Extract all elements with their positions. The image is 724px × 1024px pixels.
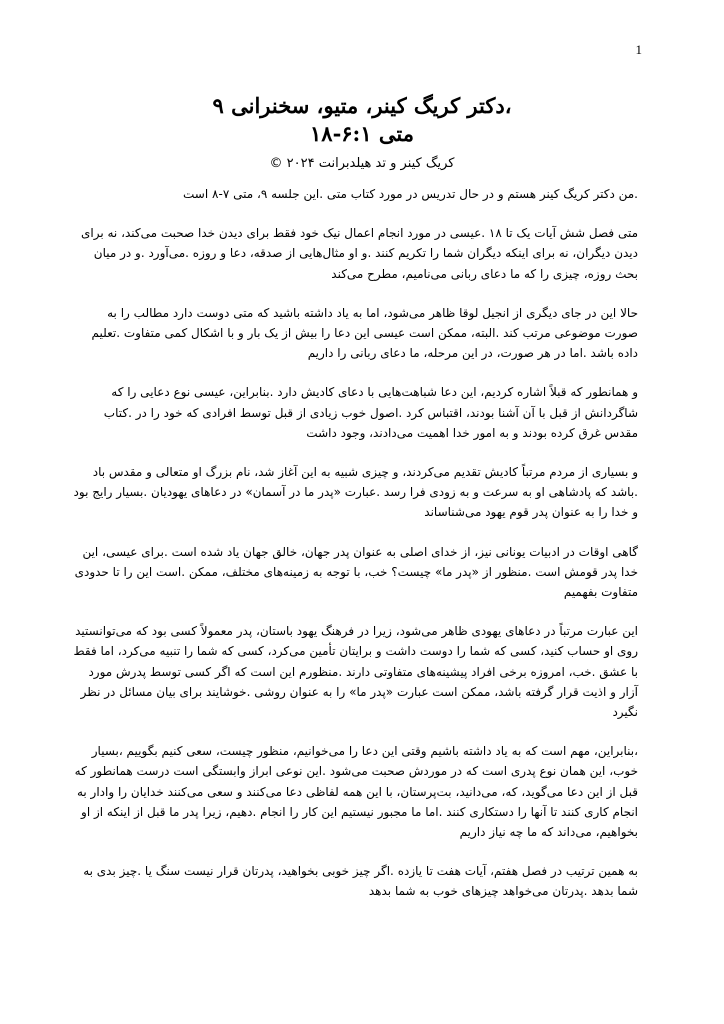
paragraph: حالا این در جای دیگری از انجیل لوقا ظاهر می‌شود، اما به یاد داشته باشید که متی دوست دارد مطالب را به صورت موضوعی مرتب کند .البته، ممکن است عیسی این دعا را بیش از یک بار و با اشکال کمی متفاوت .تعلیم داده باشد .اما در هر صورت، در این مرحله، ما دعای ربانی را داریم bbox=[91, 305, 638, 361]
copyright-line: کریگ کینر و تد هیلدبرانت ۲۰۲۴ © bbox=[269, 156, 455, 171]
paragraph: .من دکتر کریگ کینر هستم و در حال تدریس در مورد کتاب متی .این جلسه ۹، متی ۷-۸ است bbox=[183, 187, 638, 201]
paragraph: و بسیاری از مردم مرتباً کادیش تقدیم می‌کردند، و چیزی شبیه به این آغاز شد، نام بزرگ او متعالی و مقدس باد .باشد که پادشاهی او به سرعت و به زودی فرا رسد .عبارت «پدر ما در آسمان» در دعاهای یهودیان .بسیار رایج بود و خدا را به عنوان پدر قوم یهود می‌شناساند bbox=[73, 465, 638, 520]
page-number: 1 bbox=[635, 42, 642, 57]
paragraph: و همانطور که قبلاً اشاره کردیم، این دعا شباهت‌هایی با دعای کادیش دارد .بنابراین، عیسی نوع دعایی را که شاگردانش از قبل با آن آشنا بودند، اقتباس کرد .اصول خوب زیادی از قبل توسط افرادی که خود را در .کتاب مقدس غرق کرده بودند و به امور خدا اهمیت می‌دادند، وجود داشت bbox=[103, 385, 638, 440]
document-body bbox=[72, 184, 638, 921]
paragraph: به همین ترتیب در فصل هفتم، آیات هفت تا یازده .اگر چیز خوبی بخواهید، پدرتان قرار نیست سنگ یا .چیز بدی به شما بدهد .پدرتان می‌خواهد چیزهای خوب به شما بدهد bbox=[83, 864, 638, 899]
paragraph: متی فصل شش آیات یک تا ۱۸ .عیسی در مورد انجام اعمال نیک خود فقط برای دیدن خدا صحبت می‌کند، نه برای دیدن دیگران، نه برای اینکه دیگران شما را تکریم کنند .و او مثال‌هایی از صدقه، دعا و روزه .می‌آورد .و در میان بحث روزه، چیزی را که ما دعای ربانی می‌نامیم، مطرح می‌کند bbox=[81, 226, 638, 281]
title-block bbox=[72, 92, 652, 174]
paragraph: این عبارت مرتباً در دعاهای یهودی ظاهر می‌شود، زیرا در فرهنگ یهود باستان، پدر معمولاً کسی بود که می‌توانستید روی او حساب کنید، کسی که شما را دوست داشت و برایتان تأمین می‌کرد، کسی که شما را تنبیه می‌کرد، اما فقط با عشق .خب، امروزه برخی افراد پیشینه‌های متفاوتی دارند .منظورم این است که اگر کسی توسط پدرش مورد آزار و اذیت قرار گرفته باشد، ممکن است عبارت «پدر ما» را به عنوان روشی .خوشایند برای بیان مسائل در نظر نگیرد bbox=[73, 624, 638, 720]
paragraph: ،بنابراین، مهم است که به یاد داشته باشیم وقتی این دعا را می‌خوانیم، منظور چیست، سعی کنیم بگوییم ،بسیار خوب، این همان نوع پدری است که در موردش صحبت می‌شود .این نوعی ابراز وابستگی است درست همانطور که قبل از این دعا می‌گوید، که، می‌دانید، بت‌پرستان، با این همه لفاظی دعا می‌کنند و سعی می‌کنند خدایان را وادار به انجام کاری کنند تا آنها را دستکاری کنند .اما ما مجبور نیستیم این کار را انجام .دهیم، زیرا پدر ما قبل از اینکه از او بخواهیم، می‌داند که ما چه نیاز داریم bbox=[74, 744, 638, 840]
document-title: ،دکتر کریگ کینر، متیو، سخنرانی ۹ bbox=[212, 93, 512, 118]
paragraph: گاهی اوقات در ادبیات یونانی نیز، از خدای اصلی به عنوان پدر جهان، خالق جهان یاد شده است .برای عیسی، این خدا پدر قومش است .منظور از «پدر ما» چیست؟ خب، با توجه به زمینه‌های مختلف، ممکن .است این را تا حدودی متفاوت بفهمیم bbox=[74, 544, 638, 600]
document-subtitle: متی ۶:۱-۱۸ bbox=[310, 121, 414, 146]
